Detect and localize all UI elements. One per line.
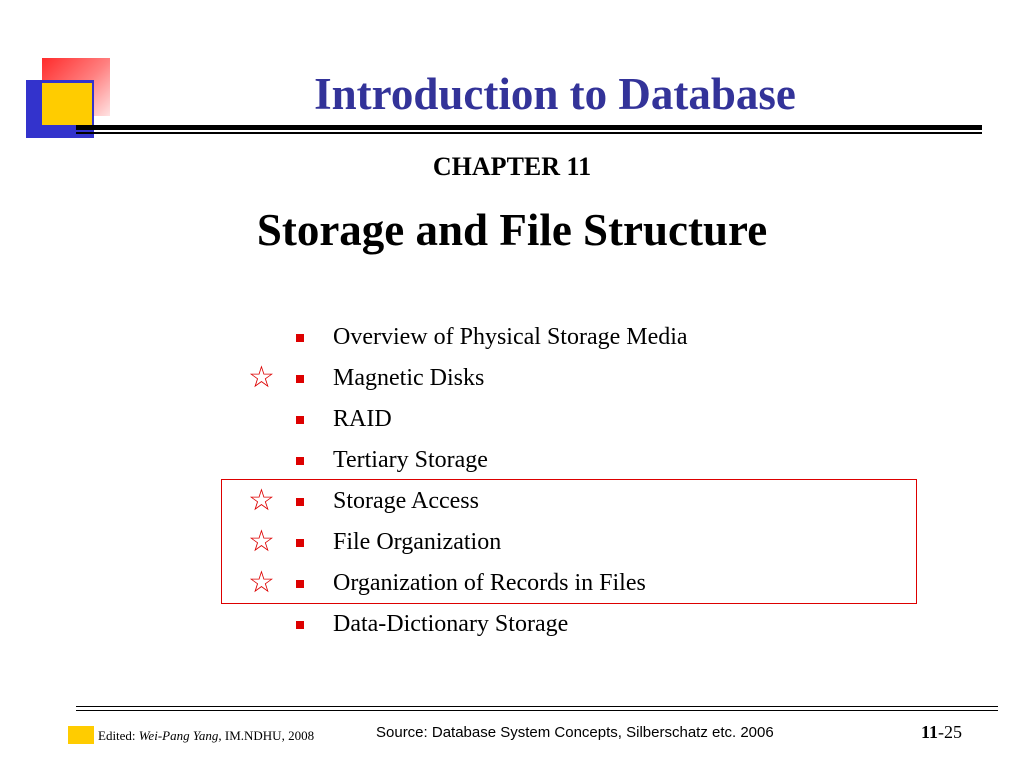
square-bullet-icon bbox=[296, 334, 304, 342]
footer-rule-bottom bbox=[76, 710, 998, 711]
footer-editor: Wei-Pang Yang, bbox=[138, 728, 222, 743]
topic-item bbox=[0, 400, 1024, 441]
footer-edited bbox=[98, 728, 314, 744]
square-bullet-icon bbox=[296, 375, 304, 383]
title-rule-thin bbox=[76, 132, 982, 134]
chapter-title: Storage and File Structure bbox=[256, 205, 768, 255]
topic-item bbox=[0, 441, 1024, 482]
star-icon: ☆ bbox=[248, 483, 275, 518]
footer-edited-suffix: IM.NDHU, 2008 bbox=[221, 728, 315, 743]
topic-label: Overview of Physical Storage Media bbox=[333, 324, 688, 350]
topic-item bbox=[0, 605, 1024, 646]
star-icon: ☆ bbox=[248, 524, 275, 559]
title-rule-thick bbox=[76, 125, 982, 130]
page-number bbox=[921, 722, 962, 743]
highlight-box bbox=[221, 479, 917, 604]
square-bullet-icon bbox=[296, 416, 304, 424]
slide-title: Introduction to Database bbox=[314, 69, 796, 119]
topic-label: Magnetic Disks bbox=[333, 365, 485, 391]
chapter-heading: CHAPTER 11 bbox=[432, 152, 592, 181]
topic-item bbox=[0, 318, 1024, 359]
footer-square-icon bbox=[68, 726, 94, 744]
footer-source: Source: Database System Concepts, Silberschatz etc. 2006 bbox=[376, 724, 774, 741]
topic-label: File Organization bbox=[333, 529, 502, 555]
topic-label: Organization of Records in Files bbox=[333, 570, 646, 596]
star-icon: ☆ bbox=[248, 360, 275, 395]
topic-label: Storage Access bbox=[333, 488, 479, 514]
page-suffix: -25 bbox=[938, 722, 963, 742]
footer-rule-top bbox=[76, 706, 998, 707]
topic-label: RAID bbox=[333, 406, 392, 432]
footer-edited-prefix: Edited: bbox=[98, 728, 139, 743]
topic-label: Data-Dictionary Storage bbox=[333, 611, 569, 637]
star-icon: ☆ bbox=[248, 565, 275, 600]
topic-label: Tertiary Storage bbox=[333, 447, 488, 473]
page-chapter-number: 11 bbox=[921, 722, 939, 742]
square-bullet-icon bbox=[296, 457, 304, 465]
square-bullet-icon bbox=[296, 621, 304, 629]
topic-item bbox=[0, 359, 1024, 400]
logo-yellow-square bbox=[42, 83, 92, 125]
